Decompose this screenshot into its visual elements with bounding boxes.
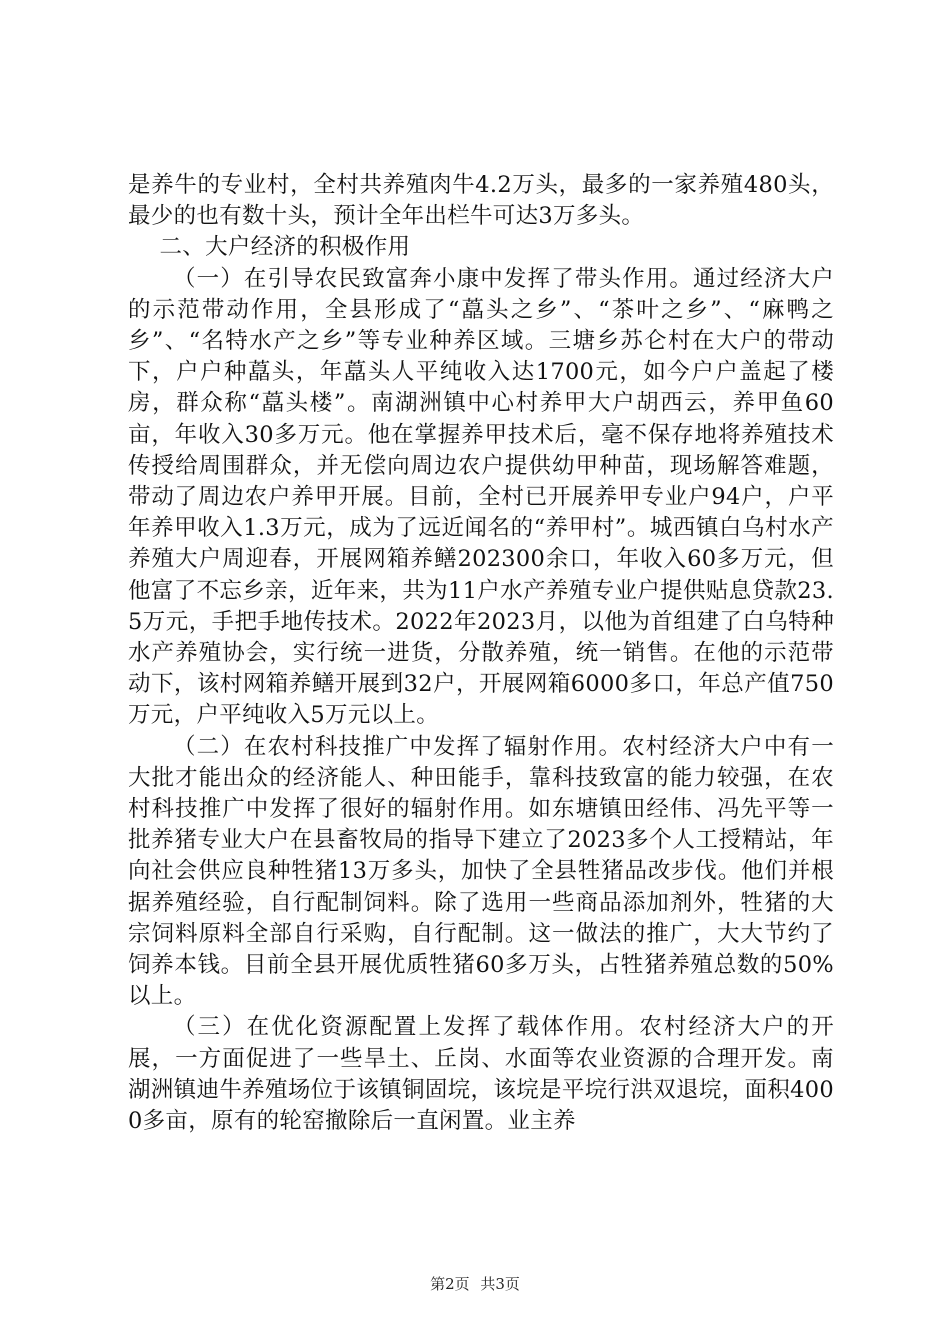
- paragraph-carrier-role: （三）在优化资源配置上发挥了载体作用。农村经济大户的开展，一方面促进了一些旱土、丘岗、水面等农业资源的合理开发。南湖洲镇迪牛养殖场位于该镇铜固垸，该垸是平垸行洪双退垸，面积4000多亩，原有的轮窑撤除后一直闲置。业主养: [128, 1014, 834, 1135]
- paragraph-leading-role: （一）在引导农民致富奔小康中发挥了带头作用。通过经济大户的示范带动作用，全县形成了“藠头之乡”、“茶叶之乡”、“麻鸭之乡”、“名特水产之乡”等专业种养区域。三塘乡苏仑村在大户的带动下，户户种藠头，年藠头人平纯收入达1700元，如今户户盖起了楼房，群众称“藠头楼”。南湖洲镇中心村养甲大户胡西云，养甲鱼60亩，年收入30多万元。他在掌握养甲技术后，毫不保存地将养殖技术传授给周围群众，并无偿向周边农户提供幼甲种苗，现场解答难题，带动了周边农户养甲开展。目前，全村已开展养甲专业户94户，户平年养甲收入1.3万元，成为了远近闻名的“养甲村”。城西镇白乌村水产养殖大户周迎春，开展网箱养鳝202300余口，年收入60多万元，但他富了不忘乡亲，近年来，共为11户水产养殖专业户提供贴息贷款23.5万元，手把手地传技术。2022年2023月，以他为首组建了白乌特种水产养殖协会，实行统一进货，分散养殖，统一销售。在他的示范带动下，该村网箱养鳝开展到32户，开展网箱6000多口，年总产值750万元，户平纯收入5万元以上。: [128, 265, 834, 729]
- document-body: [128, 170, 834, 1137]
- page-total: 共3页: [480, 1275, 520, 1293]
- paragraph-cattle-village: 是养牛的专业村，全村共养殖肉牛4.2万头，最多的一家养殖480头，最少的也有数十头，预计全年出栏牛可达3万多头。: [128, 172, 834, 230]
- section-heading: 二、大户经济的积极作用: [159, 234, 411, 261]
- page-footer: [0, 1273, 950, 1294]
- page-number: 第2页: [430, 1275, 470, 1293]
- paragraph-radiation-role: （二）在农村科技推广中发挥了辐射作用。农村经济大户中有一大批才能出众的经济能人、种田能手，靠科技致富的能力较强，在农村科技推广中发挥了很好的辐射作用。如东塘镇田经伟、冯先平等一批养猪专业大户在县畜牧局的指导下建立了2023多个人工授精站，年向社会供应良种牲猪13万多头，加快了全县牲猪品改步伐。他们并根据养殖经验，自行配制饲料。除了选用一些商品添加剂外，牲猪的大宗饲料原料全部自行采购，自行配制。这一做法的推广，大大节约了饲养本钱。目前全县开展优质牲猪60多万头，占牲猪养殖总数的50%以上。: [128, 733, 834, 1010]
